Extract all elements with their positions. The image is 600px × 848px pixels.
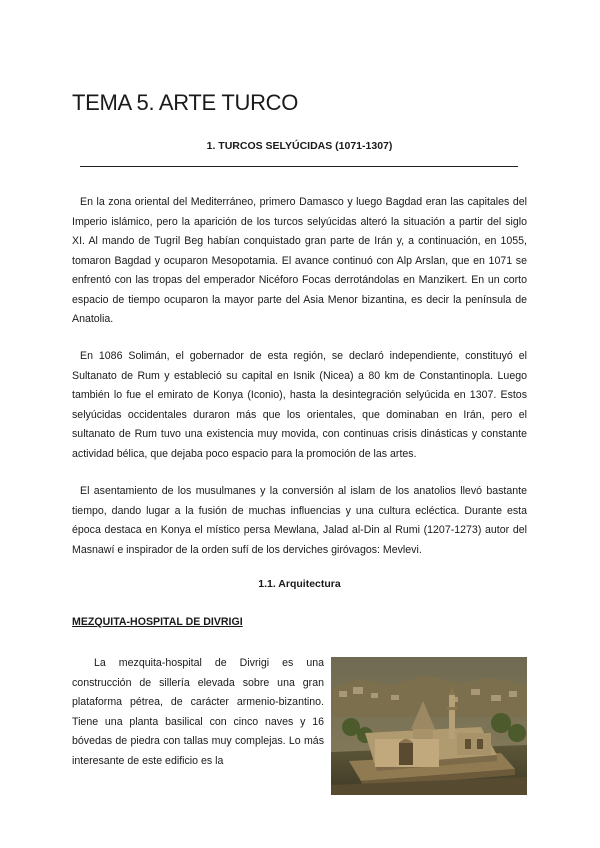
page-title: TEMA 5. ARTE TURCO — [72, 90, 299, 115]
paragraph-1: En la zona oriental del Mediterráneo, primero Damasco y luego Bagdad eran las capitales del Imperio islámico, pero la aparición de los turcos selyúcidas alteró la situación a partir del siglo XI. Al mando de Tugril Beg habían conquistado gran parte de Irán y, a continuación, en 1055, tomaron Bagdad y ocuparon Mesopotamia. El avance continuó con Alp Arslan, que en 1071 se enfrentó con las tropas del emperador Nicéforo Focas derrotándolas en Manzikert. En un corto espacio de tiempo ocuparon la mayor parte del Asia Menor bizantina, es decir la península de Anatolia. — [72, 196, 527, 325]
subsection-title: 1.1. Arquitectura — [258, 578, 341, 590]
mosque-illustration — [331, 657, 527, 795]
section-title: 1. TURCOS SELYÚCIDAS (1071-1307) — [206, 140, 393, 152]
paragraph-4: La mezquita-hospital de Divrigi es una construcción de sillería elevada sobre una gran plataforma pétrea, de carácter armenio-bizantino. Tiene una planta basilical con cinco naves y 16 bóvedas de piedra con tallas muy complejas. Lo más interesante de este edificio es la — [72, 657, 324, 767]
paragraph-3: El asentamiento de los musulmanes y la conversión al islam de los anatolios llevó bastante tiempo, dando lugar a la fusión de muchas influencias y una cultura ecléctica. Durante esta época destaca en Konya el místico persa Mewlana, Jalad al-Din al Rumi (1207-1273) autor del Masnawí e inspirador de la orden sufí de los derviches giróvagos: Mevlevi. — [72, 485, 527, 556]
subheading-divrigi: MEZQUITA-HOSPITAL DE DIVRIGI — [72, 616, 243, 628]
horizontal-rule — [80, 166, 518, 167]
paragraph-2: En 1086 Solimán, el gobernador de esta región, se declaró independiente, constituyó el Sultanato de Rum y estableció su capital en Isnik (Nicea) a 80 km de Constantinopla. Luego también lo fue el emirato de Konya (Iconio), hasta la desintegración selyúcida en 1307. Estos selyúcidas occidentales duraron más que los orientales, que dominaban en Irán, pero el sultanato de Rum tuvo una existencia muy movida, con continuas crisis dinásticas y constante actividad bélica, que dejaba poco espacio para la promoción de las artes. — [72, 350, 527, 460]
mosque-photo — [331, 657, 527, 795]
